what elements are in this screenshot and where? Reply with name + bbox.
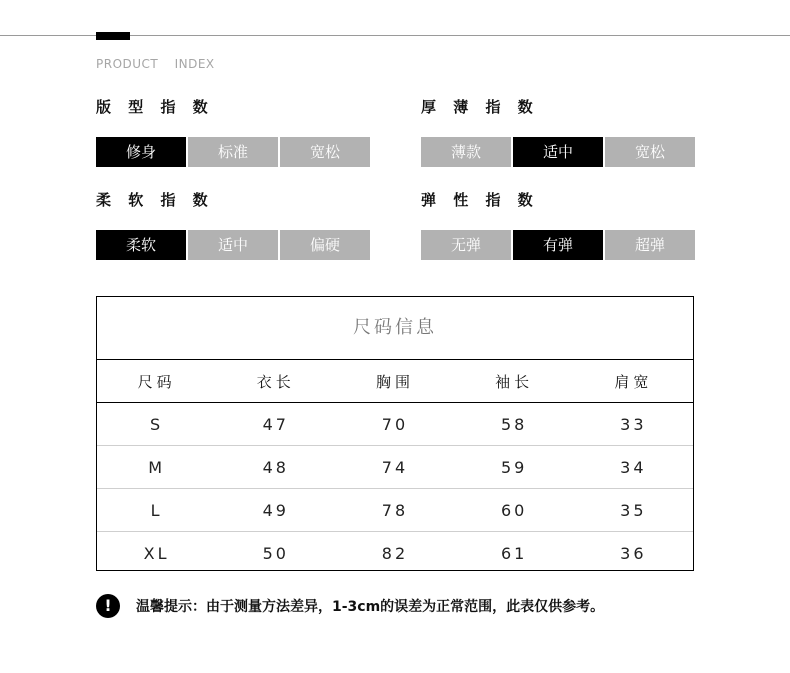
index-option: 无弹 (421, 230, 511, 260)
index-option: 适中 (513, 137, 603, 167)
table-row (97, 532, 693, 574)
table-cell: L (150, 500, 163, 520)
index-option: 超弹 (605, 230, 695, 260)
table-cell: XL (143, 543, 170, 563)
size-note (96, 594, 604, 618)
table-cell: 60 (500, 500, 528, 520)
index-group-softness (96, 190, 340, 254)
index-options (421, 230, 697, 260)
table-cell: 59 (500, 457, 528, 477)
index-options (421, 137, 697, 167)
size-table-title: 尺码信息 (97, 297, 693, 360)
index-group-elasticity (421, 190, 665, 254)
size-table (96, 296, 694, 571)
table-row (97, 446, 693, 489)
header-index-label: INDEX (174, 57, 215, 71)
index-title: 弹 性 指 数 (421, 191, 539, 209)
index-title: 柔 软 指 数 (96, 191, 214, 209)
exclamation-icon: ! (96, 594, 120, 618)
table-cell: M (148, 457, 165, 477)
index-options (96, 230, 372, 260)
table-cell: 61 (500, 543, 528, 563)
index-title: 厚 薄 指 数 (421, 98, 539, 116)
column-header: 胸围 (375, 372, 414, 391)
index-option: 薄款 (421, 137, 511, 167)
index-option: 适中 (188, 230, 278, 260)
table-cell: S (150, 414, 164, 434)
index-options (96, 137, 372, 167)
section-header (96, 57, 215, 71)
index-option: 宽松 (605, 137, 695, 167)
index-option: 偏硬 (280, 230, 370, 260)
table-cell: 35 (620, 500, 647, 520)
column-header: 肩宽 (614, 372, 653, 391)
size-note-text: 温馨提示：由于测量方法差异，1-3cm的误差为正常范围，此表仅供参考。 (136, 599, 605, 615)
column-header: 袖长 (495, 372, 534, 391)
table-cell: 74 (381, 457, 409, 477)
table-cell: 82 (381, 543, 409, 563)
column-header: 衣长 (256, 372, 295, 391)
table-header-row (97, 360, 693, 403)
index-option: 修身 (96, 137, 186, 167)
index-title: 版 型 指 数 (96, 98, 214, 116)
table-cell: 50 (262, 543, 289, 563)
index-option: 柔软 (96, 230, 186, 260)
table-cell: 48 (262, 457, 289, 477)
table-cell: 36 (620, 543, 647, 563)
index-option: 标准 (188, 137, 278, 167)
index-group-fit (96, 97, 340, 161)
table-cell: 70 (381, 414, 409, 434)
table-cell: 47 (262, 414, 289, 434)
table-cell: 49 (262, 500, 289, 520)
header-product-label: PRODUCT (96, 57, 159, 71)
index-option: 有弹 (513, 230, 603, 260)
table-row (97, 402, 693, 446)
table-cell: 78 (381, 500, 409, 520)
table-cell: 33 (620, 414, 647, 434)
table-cell: 58 (500, 414, 528, 434)
table-row (97, 489, 693, 532)
column-header: 尺码 (137, 372, 176, 391)
index-option: 宽松 (280, 137, 370, 167)
table-cell: 34 (620, 457, 647, 477)
index-group-thickness (421, 97, 665, 161)
top-accent-bar (96, 32, 130, 40)
